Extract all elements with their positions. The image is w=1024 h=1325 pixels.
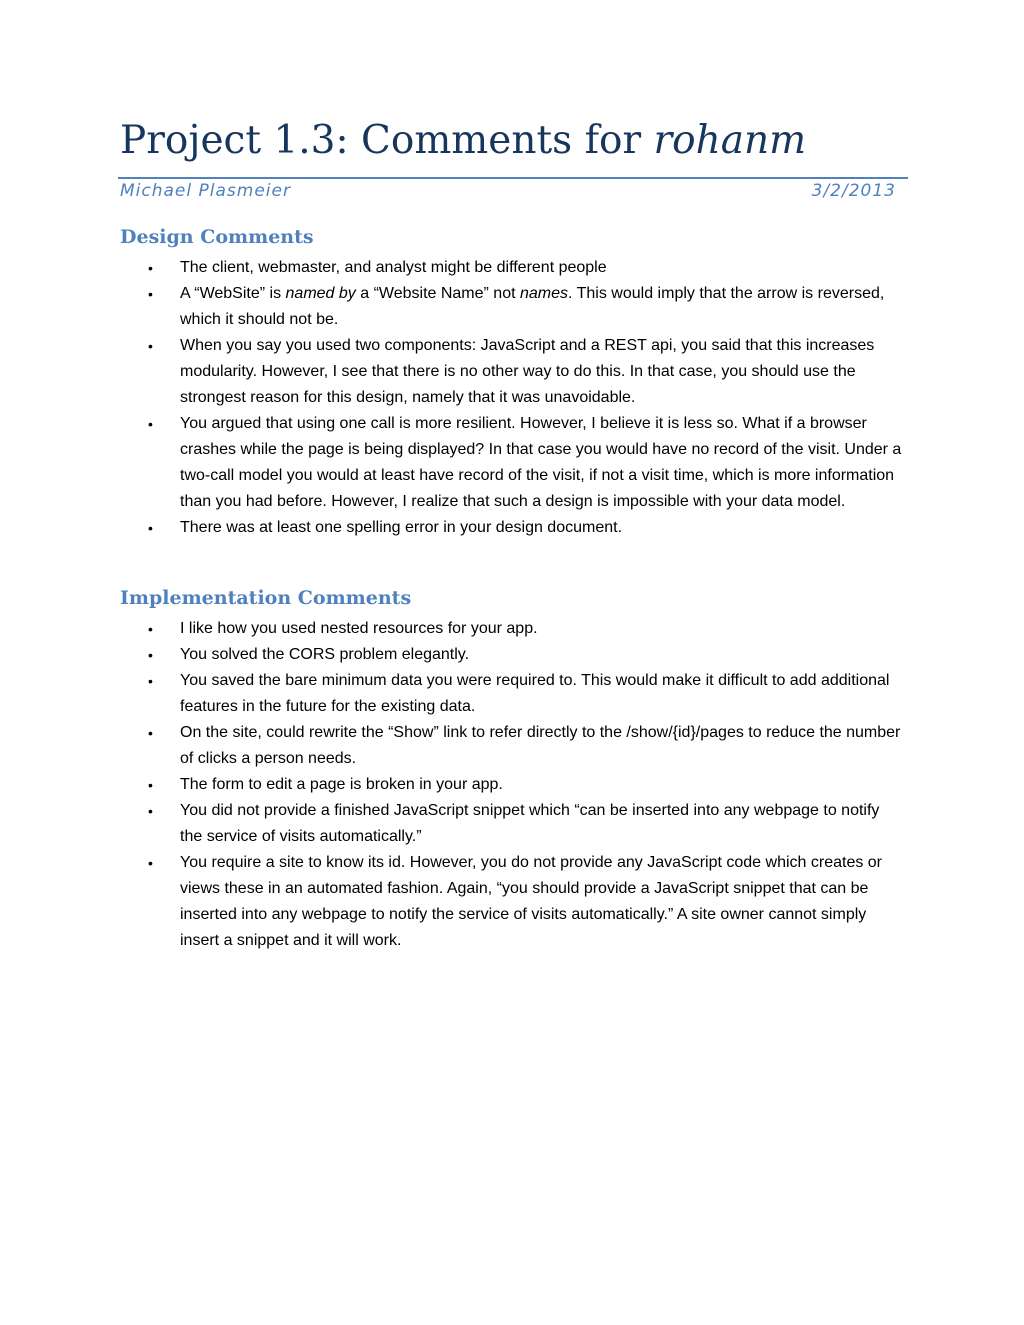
design-comments-section (120, 224, 920, 541)
list-item-text: a “Website Name” not (355, 285, 520, 302)
bullet-icon: • (148, 621, 153, 637)
bullet-icon: • (148, 647, 153, 663)
bullet-icon: • (148, 520, 153, 536)
bullet-icon: • (148, 416, 153, 432)
list-item (120, 798, 904, 850)
list-item (120, 515, 904, 541)
bullet-icon: • (148, 260, 153, 276)
list-item-text: On the site, could rewrite the “Show” link to refer directly to the /show/{id}/pages to reduce the number of clicks a person needs. (180, 724, 901, 767)
list-item-text: You did not provide a finished JavaScript snippet which “can be inserted into any webpage to notify the service of visits automatically.” (180, 802, 880, 845)
bullet-icon: • (148, 673, 153, 689)
list-item-emphasis: names (520, 285, 569, 302)
bullet-icon: • (148, 725, 153, 741)
document-title (120, 120, 806, 163)
subtitle-row (120, 181, 896, 201)
list-item (120, 772, 904, 798)
design-comments-list (120, 255, 920, 541)
bullet-icon: • (148, 338, 153, 354)
list-item-text: You argued that using one call is more resilient. However, I believe it is less so. What if a browser crashes while the page is being displayed? In that case you would have no record of the visit. Under a two-call model you would at least have record of the visit, if not a visit time, which is more information than you had before. However, I realize that such a design is impossible with your data model. (180, 415, 902, 510)
implementation-comments-section (120, 585, 920, 954)
list-item (120, 333, 904, 411)
author-name: Michael Plasmeier (120, 181, 291, 201)
bullet-icon: • (148, 286, 153, 302)
list-item (120, 668, 904, 720)
list-item-emphasis: named by (285, 285, 356, 302)
bullet-icon: • (148, 777, 153, 793)
list-item (120, 281, 904, 333)
list-item (120, 616, 904, 642)
bullet-icon: • (148, 855, 153, 871)
list-item (120, 850, 904, 954)
list-item-text: When you say you used two components: JavaScript and a REST api, you said that this increases modularity. However, I see that there is no other way to do this. In that case, you should use the strongest reason for this design, namely that it was unavoidable. (180, 337, 875, 406)
implementation-comments-heading: Implementation Comments (120, 587, 412, 609)
list-item-text: The form to edit a page is broken in your app. (180, 776, 503, 793)
list-item-text: A “WebSite” is (180, 285, 286, 302)
list-item-text: The client, webmaster, and analyst might be different people (180, 259, 607, 276)
document-date: 3/2/2013 (811, 181, 896, 201)
list-item (120, 642, 904, 668)
title-divider (118, 177, 908, 179)
list-item (120, 255, 904, 281)
list-item-text: . This would imply that the arrow is reversed, which it should not be. (180, 285, 885, 328)
list-item-text: You saved the bare minimum data you were required to. This would make it difficult to add additional features in the future for the existing data. (180, 672, 890, 715)
list-item (120, 720, 904, 772)
title-username: rohanm (653, 118, 807, 163)
title-prefix: Project 1.3: Comments for (120, 118, 654, 163)
design-comments-heading: Design Comments (120, 226, 314, 248)
list-item-text: You solved the CORS problem elegantly. (180, 646, 470, 663)
list-item-text: I like how you used nested resources for your app. (180, 620, 538, 637)
implementation-comments-list (120, 616, 920, 954)
list-item-text: There was at least one spelling error in your design document. (180, 519, 623, 536)
list-item (120, 411, 904, 515)
bullet-icon: • (148, 803, 153, 819)
list-item-text: You require a site to know its id. However, you do not provide any JavaScript code which creates or views these in an automated fashion. Again, “you should provide a JavaScript snippet that can be inserted into any webpage to notify the service of visits automatically.” A site owner cannot simply insert a snippet and it will work. (180, 854, 883, 949)
